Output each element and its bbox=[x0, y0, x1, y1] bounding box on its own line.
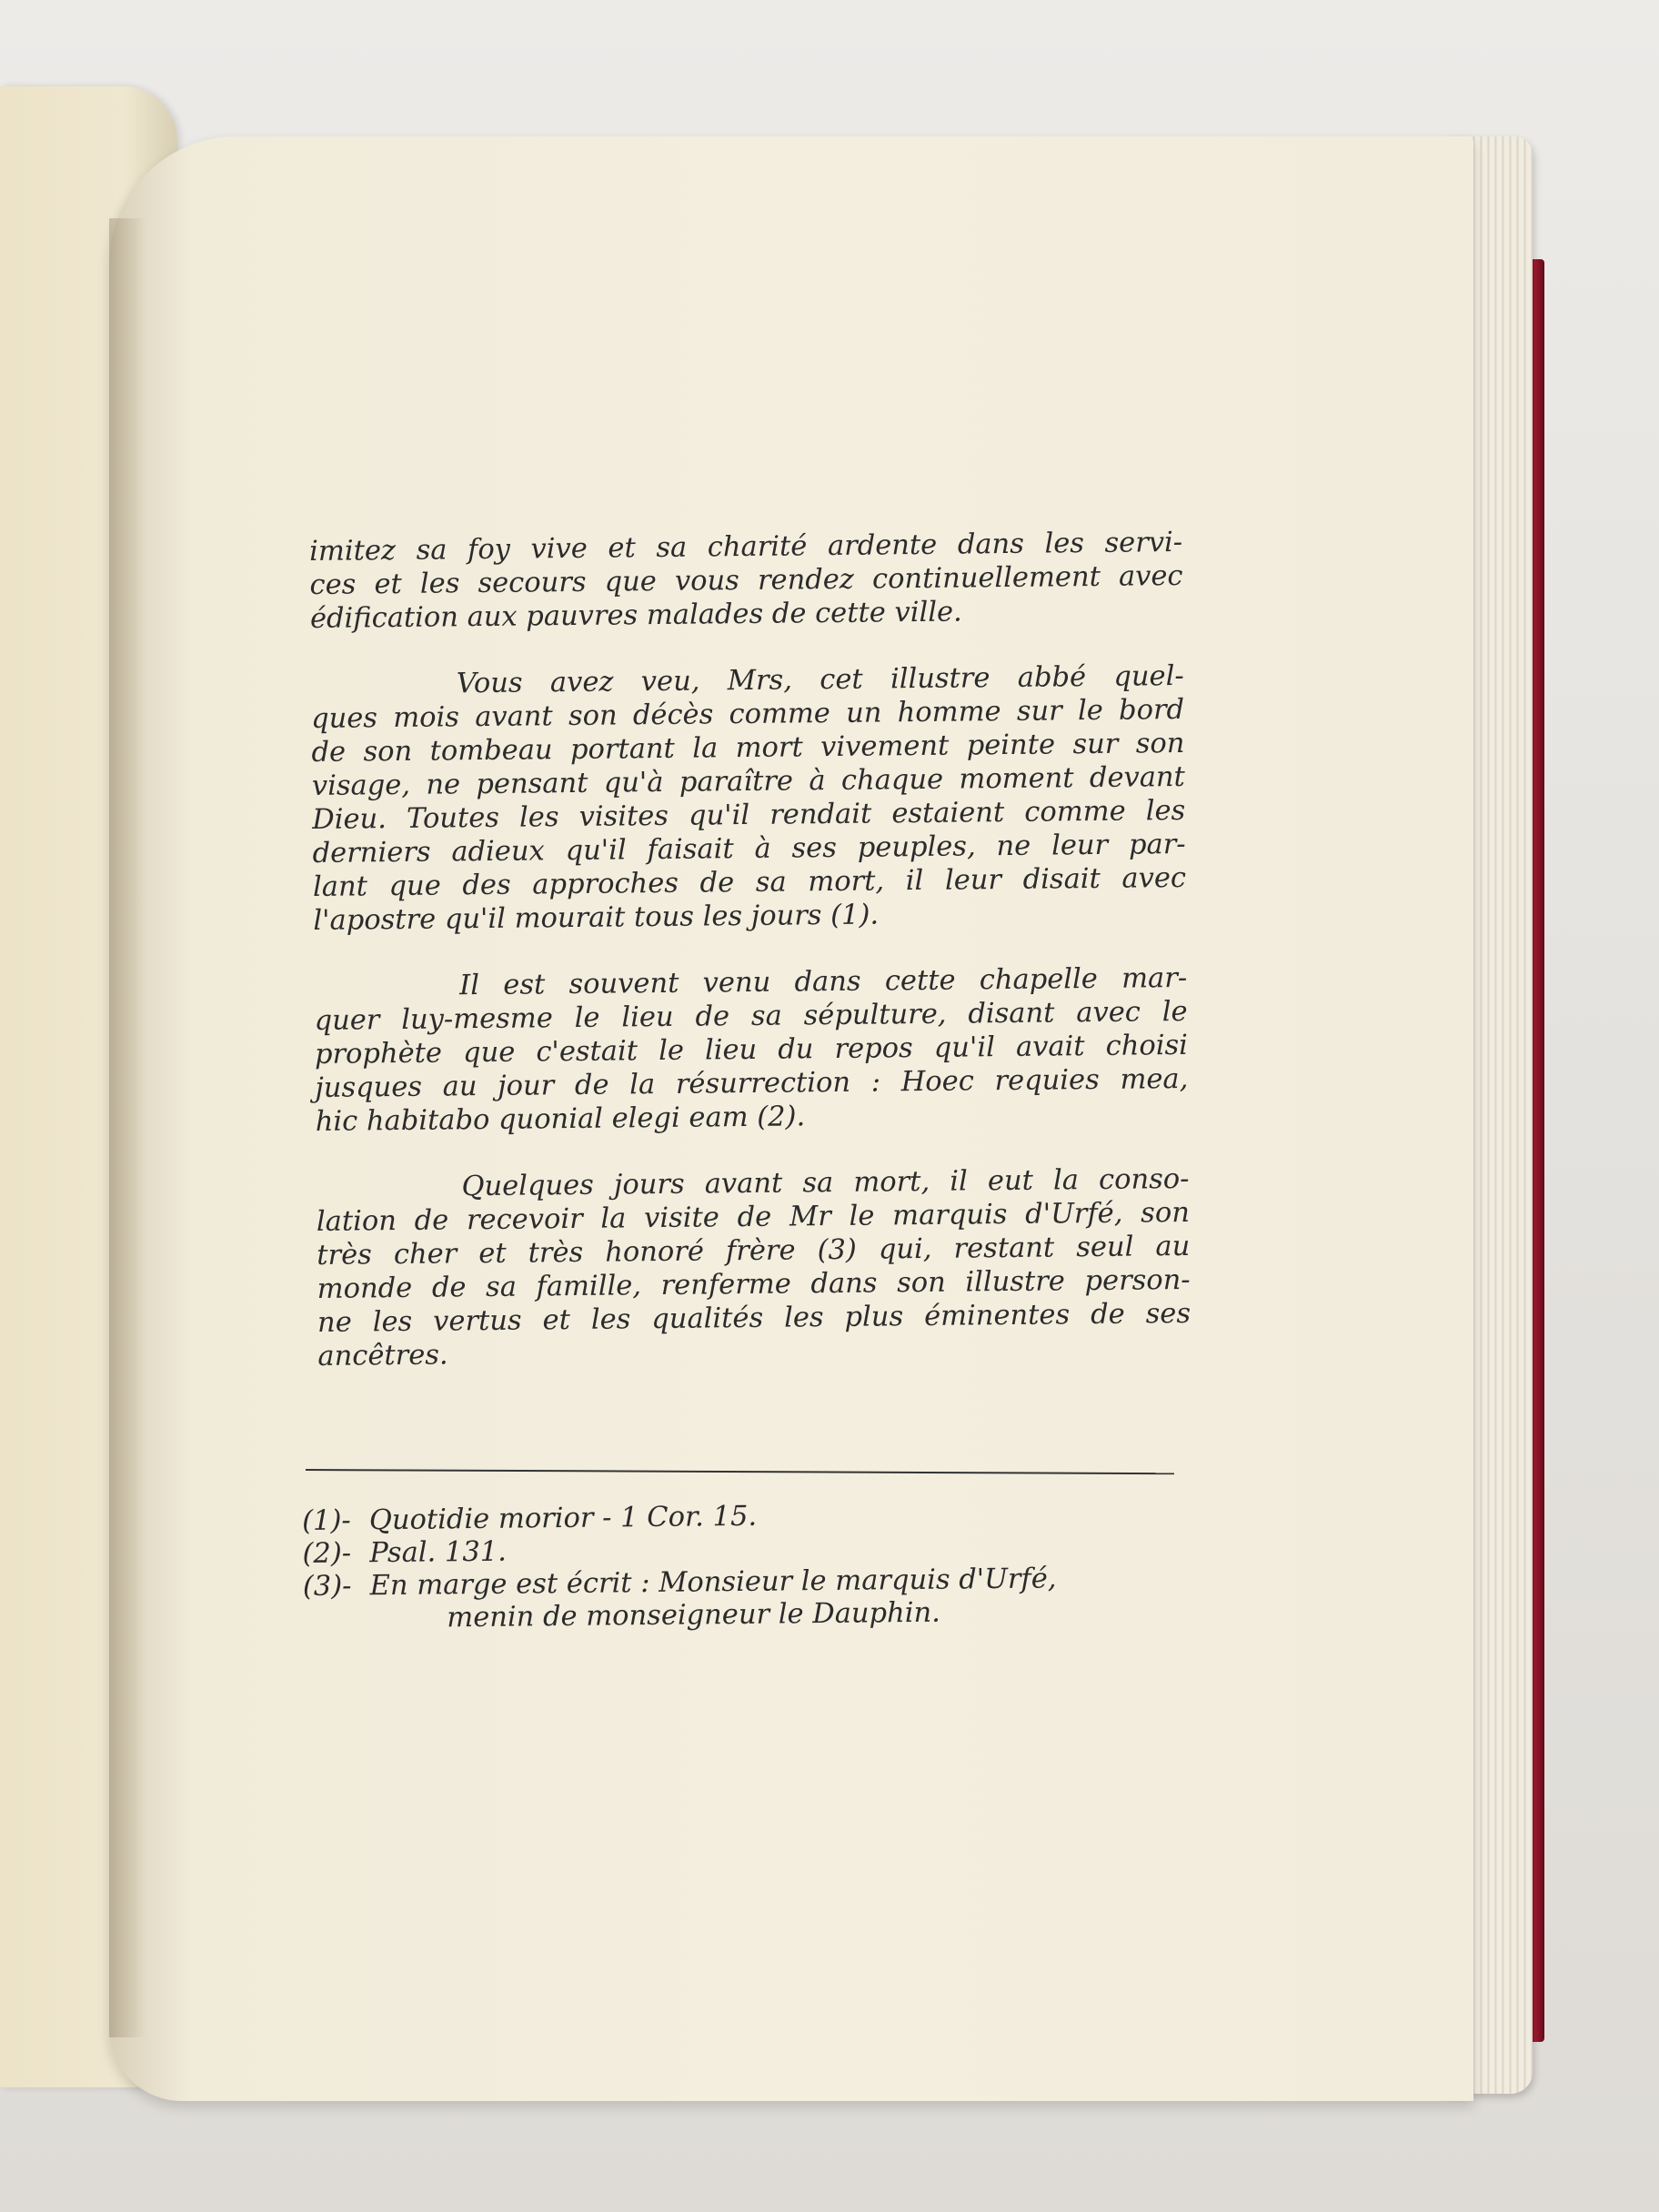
text-line: quer luy-mesme le lieu de sa sépulture, disant avec le bbox=[314, 995, 1188, 1037]
text-line: ces et les secours que vous rendez continuellement avec bbox=[309, 559, 1183, 601]
text-line: Vous avez veu, Mrs, cet illustre abbé quel- bbox=[456, 659, 1184, 700]
text-line: lant que des approches de sa mort, il leur disait avec bbox=[312, 861, 1187, 903]
footnote-marker: (1)- bbox=[302, 1504, 351, 1537]
paragraph-4 bbox=[316, 1162, 1191, 1373]
footnote-marker: (3)- bbox=[302, 1570, 352, 1603]
paragraph-1 bbox=[309, 526, 1183, 636]
footnote-text: En marge est écrit : Monsieur le marquis d'Urfé, bbox=[369, 1563, 1057, 1603]
footnotes bbox=[302, 1496, 1176, 1636]
text-line: jusques au jour de la résurrection : Hoec requies mea, bbox=[315, 1062, 1189, 1104]
text-line: Quelques jours avant sa mort, il eut la conso- bbox=[461, 1162, 1190, 1203]
text-line: hic habitabo quonial elegi eam (2). bbox=[315, 1101, 806, 1138]
text-line: imitez sa foy vive et sa charité ardente dans les servi- bbox=[309, 526, 1183, 568]
text-line: prophète que c'estait le lieu du repos qu'il avait choisi bbox=[314, 1029, 1189, 1071]
footnote-text: Quotidie morior - 1 Cor. 15. bbox=[368, 1500, 758, 1537]
text-line: Dieu. Toutes les visites qu'il rendait estaient comme les bbox=[312, 794, 1186, 836]
gutter-shadow bbox=[109, 218, 146, 2037]
body-text bbox=[309, 526, 1191, 1406]
paragraph-2 bbox=[311, 659, 1187, 938]
text-line: de son tombeau portant la mort vivement peinte sur son bbox=[311, 727, 1185, 769]
text-line: lation de recevoir la visite de Mr le marquis d'Urfé, son bbox=[316, 1196, 1191, 1238]
footnote-3 bbox=[303, 1562, 1177, 1636]
text-line: monde de sa famille, renferme dans son illustre person- bbox=[317, 1263, 1191, 1305]
footnote-text: Psal. 131. bbox=[369, 1535, 508, 1570]
footnote-marker: (2)- bbox=[302, 1537, 352, 1570]
text-line: visage, ne pensant qu'à paraître à chaque moment devant bbox=[311, 760, 1186, 802]
footnote-continuation: menin de monseigneur le Dauphin. bbox=[447, 1596, 941, 1634]
text-line: ne les vertus et les qualités les plus éminentes de ses bbox=[317, 1297, 1191, 1339]
text-line: très cher et très honoré frère (3) qui, restant seul au bbox=[317, 1230, 1191, 1272]
text-line: Il est souvent venu dans cette chapelle mar- bbox=[459, 961, 1188, 1002]
text-line: ancêtres. bbox=[317, 1339, 448, 1372]
text-line: derniers adieux qu'il faisait à ses peuples, ne leur par- bbox=[312, 828, 1186, 870]
text-line: édification aux pauvres malades de cette ville. bbox=[309, 596, 962, 635]
text-line: l'apostre qu'il mourait tous les jours (1). bbox=[313, 899, 880, 937]
text-line: ques mois avant son décès comme un homme sur le bord bbox=[310, 693, 1185, 735]
paragraph-3 bbox=[314, 961, 1189, 1139]
